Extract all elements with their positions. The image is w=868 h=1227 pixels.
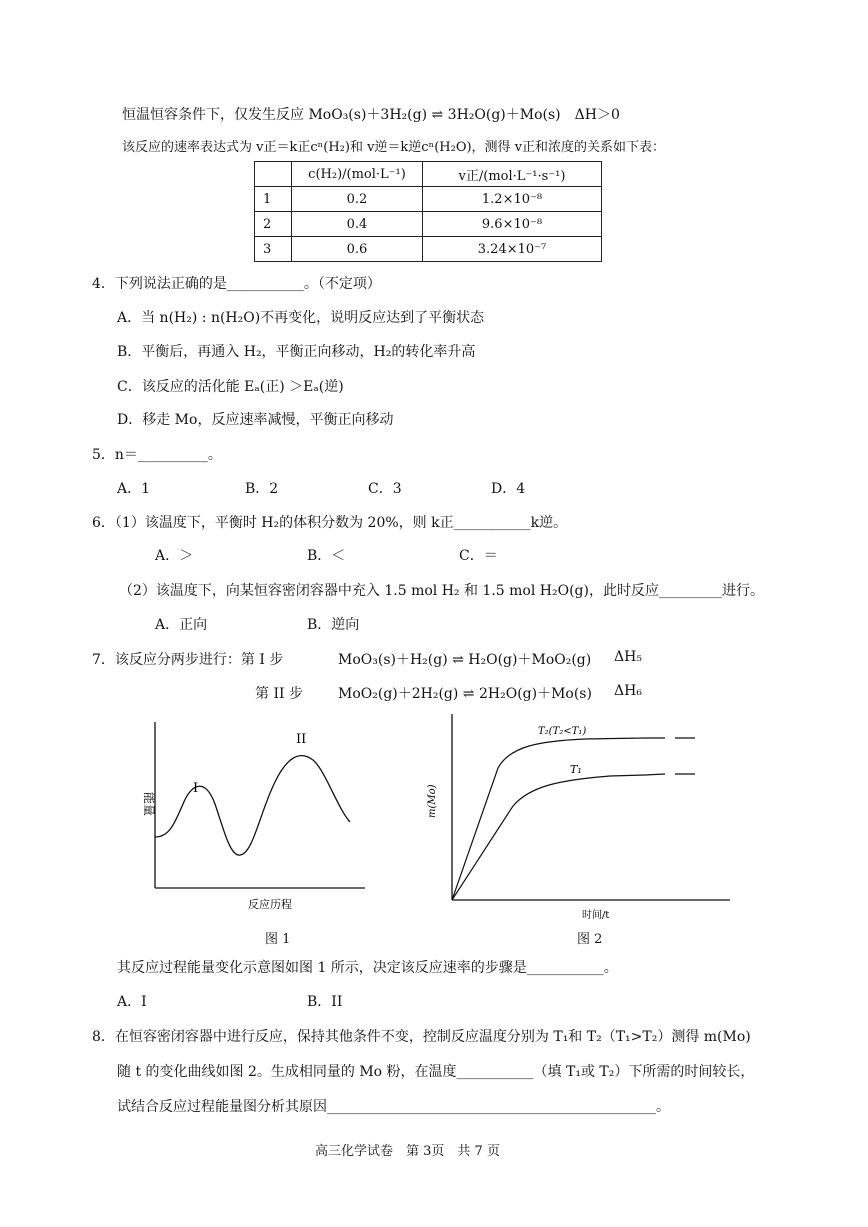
mass-time-figure <box>420 708 740 923</box>
q7-option-b: B．II <box>307 994 343 1010</box>
curve-t2-label: T₂(T₂<T₁) <box>538 726 587 737</box>
figure-2-caption: 图 2 <box>577 932 603 947</box>
q6-option1-a: A．＞ <box>155 548 194 564</box>
table-cell: 2 <box>255 212 292 237</box>
curve-t2 <box>452 738 645 900</box>
table-cell: 9.6×10⁻⁸ <box>423 212 602 237</box>
q4-option-c: C．该反应的活化能 Eₐ(正) ＞Eₐ(逆) <box>117 379 344 395</box>
q6-stem-2: （2）该温度下，向某恒容密闭容器中充入 1.5 mol H₂ 和 1.5 mol H₂O(g)，此时反应_________进行。 <box>119 583 764 599</box>
q5-stem: 5．n＝__________。 <box>92 447 222 463</box>
table-cell: 0.2 <box>292 187 423 212</box>
table-cell: 0.4 <box>292 212 423 237</box>
q8-line-2: 随 t 的变化曲线如图 2。生成相同量的 Mo 粉，在温度___________（填 T₁或 T₂）下所需的时间较长， <box>117 1064 755 1080</box>
q7-step2-label: 第 II 步 <box>255 686 303 702</box>
page-footer: 高三化学试卷 第 3页 共 7 页 <box>315 1144 500 1159</box>
q7-stem: 7．该反应分两步进行：第 I 步 <box>92 652 284 668</box>
q6-option2-b: B．逆向 <box>307 617 360 633</box>
table-row <box>255 237 602 262</box>
q5-option-c: C．3 <box>368 481 402 497</box>
y-axis-label: m(Mo) <box>427 784 438 818</box>
table-header-cell <box>255 162 292 187</box>
table-row <box>255 187 602 212</box>
q5-option-a: A．1 <box>117 481 151 497</box>
x-axis-label: 反应历程 <box>248 898 292 911</box>
peak-1-label: I <box>193 781 199 796</box>
q8-line-1: 8．在恒容密闭容器中进行反应，保持其他条件不变，控制反应温度分别为 T₁和 T₂（T₁>T₂）测得 m(Mo) <box>92 1029 751 1045</box>
q4-option-d: D．移走 Mo，反应速率减慢，平衡正向移动 <box>117 412 394 428</box>
table-cell: 0.6 <box>292 237 423 262</box>
q5-option-d: D．4 <box>491 481 526 497</box>
x-axis-label: 时间/t <box>582 910 610 921</box>
q7-step1-equation: MoO₃(s)＋H₂(g) ⇌ H₂O(g)＋MoO₂(g) <box>338 652 592 668</box>
table-cell: 1 <box>255 187 292 212</box>
curve-t1 <box>452 775 645 900</box>
q4-option-a: A．当 n(H₂) : n(H₂O)不再变化，说明反应达到了平衡状态 <box>117 310 485 326</box>
q8-line-3: 试结合反应过程能量图分析其原因_______________________________________________。 <box>117 1099 670 1115</box>
q7-option-a: A．I <box>117 994 147 1010</box>
table-header-cell: c(H₂)/(mol·L⁻¹) <box>292 162 423 187</box>
y-axis-label: 能量 <box>142 792 156 817</box>
q5-option-b: B．2 <box>245 481 279 497</box>
figure-1-caption: 图 1 <box>265 932 291 947</box>
table-cell: 3 <box>255 237 292 262</box>
table-cell: 3.24×10⁻⁷ <box>423 237 602 262</box>
curve-t1-dashed <box>645 774 695 775</box>
q6-stem-1: 6．（1）该温度下，平衡时 H₂的体积分数为 20%，则 k正___________k逆。 <box>92 515 568 531</box>
intro-rate-expression: 该反应的速率表达式为 v正＝k正cⁿ(H₂)和 v逆＝k逆cⁿ(H₂O)，测得 v正和浓度的关系如下表： <box>122 140 666 155</box>
q6-option1-c: C．＝ <box>459 548 498 564</box>
q4-stem: 4．下列说法正确的是___________。（不定项） <box>92 276 381 292</box>
curve-t1-label: T₁ <box>570 763 582 776</box>
q7-step2-equation: MoO₂(g)＋2H₂(g) ⇌ 2H₂O(g)＋Mo(s) <box>338 686 592 702</box>
q6-option1-b: B．＜ <box>307 548 346 564</box>
q7-step1-dh: ΔH₅ <box>614 649 642 665</box>
table-cell: 1.2×10⁻⁸ <box>423 187 602 212</box>
q4-option-b: B．平衡后，再通入 H₂，平衡正向移动，H₂的转化率升高 <box>117 344 476 360</box>
q6-option2-a: A．正向 <box>155 617 208 633</box>
intro-reaction: 恒温恒容条件下，仅发生反应 MoO₃(s)＋3H₂(g) ⇌ 3H₂O(g)＋Mo(s) ΔH＞0 <box>122 107 620 123</box>
q7-step2-dh: ΔH₆ <box>614 683 642 699</box>
peak-2-label: II <box>296 732 307 747</box>
table-header-row <box>255 162 602 187</box>
table-row <box>255 212 602 237</box>
table-header-cell: v正/(mol·L⁻¹·s⁻¹) <box>423 162 602 187</box>
q7-after-figure: 其反应过程能量变化示意图如图 1 所示，决定该反应速率的步骤是___________。 <box>117 960 618 976</box>
energy-profile-figure <box>125 712 375 917</box>
rate-table <box>254 161 602 262</box>
energy-curve <box>155 756 350 855</box>
